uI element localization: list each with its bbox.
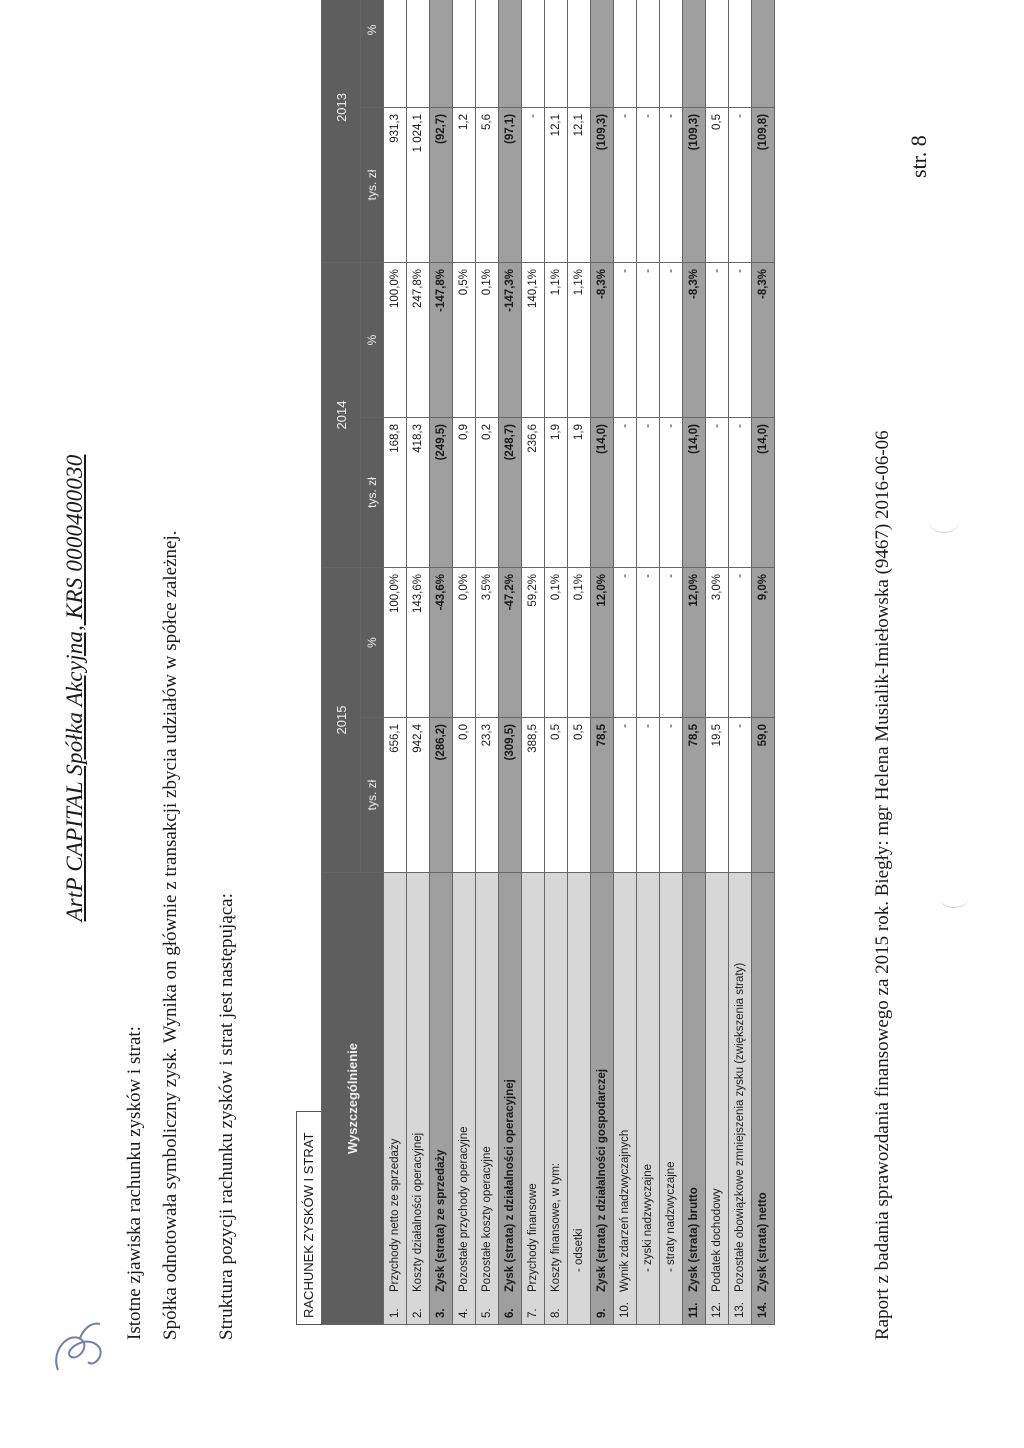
intro-heading: Istotne zjawiska rachunku zysków i strat: [124,1026,145,1340]
pct-header: % [361,567,384,717]
unit-header: tys. zł [361,417,384,567]
row-label-cell [453,873,476,1325]
amount-cell: (109,3) [683,107,706,262]
percent-cell: - [729,262,752,417]
amount-cell: 23,3 [476,718,499,873]
percent-cell: 9,0% [752,567,775,717]
amount-cell: 59,0 [752,718,775,873]
amount-cell: - [660,718,683,873]
row-number: 13. [734,1302,746,1318]
amount-cell: - [729,417,752,567]
amount-cell: (92,7) [430,107,453,262]
percent-cell [637,0,660,107]
percent-cell [384,0,407,107]
amount-cell: - [637,107,660,262]
table-row [522,0,545,1325]
percent-cell [545,0,568,107]
row-label-cell [568,873,591,1325]
table-row [729,0,752,1325]
row-label: - zyski nadzwyczajne [642,1163,654,1272]
amount-cell: - [660,107,683,262]
amount-cell: 656,1 [384,718,407,873]
row-label-cell [499,873,522,1325]
table-row [752,0,775,1325]
row-number: 1. [389,1308,401,1318]
percent-cell: 100,0% [384,567,407,717]
table-row [545,0,568,1325]
percent-cell: - [706,262,729,417]
percent-cell [522,0,545,107]
table-row [453,0,476,1325]
table-row [568,0,591,1325]
percent-cell [614,0,637,107]
percent-cell [729,0,752,107]
year-header-2014: 2014 [322,262,361,567]
percent-cell [499,0,522,107]
amount-cell: (109,8) [752,107,775,262]
row-number: 5. [481,1308,493,1318]
scan-mark [940,889,968,908]
table-row [476,0,499,1325]
intro-summary: Spółka odnotowała symboliczny zysk. Wynika on głównie z transakcji zbycia udziałów w spółce zależnej. [160,530,181,1340]
row-number: 14. [757,1302,769,1318]
pct-header: % [361,262,384,417]
amount-cell: 0,5 [568,718,591,873]
row-label-cell [591,873,614,1325]
percent-cell [752,0,775,107]
percent-cell: 0,1% [476,262,499,417]
table-row [637,0,660,1325]
amount-cell: 0,5 [706,107,729,262]
row-number: 10. [619,1302,631,1318]
percent-cell: -8,3% [752,262,775,417]
percent-cell: -47,2% [499,567,522,717]
row-label: - odsetki [573,1228,585,1272]
row-label: Przychody finansowe [527,1183,539,1292]
percent-cell: - [637,567,660,717]
percent-cell: 0,0% [453,567,476,717]
percent-cell: 247,8% [407,262,430,417]
table-row [683,0,706,1325]
report-footer: Raport z badania sprawozdania finansowego za 2015 rok. Biegły: mgr Helena Musialik-Imiełowska (9467) 2016-06-06 [872,430,893,1340]
intro-structure: Struktura pozycji rachunku zysków i strat jest następująca: [216,893,237,1340]
amount-cell: (97,1) [499,107,522,262]
percent-cell: -8,3% [591,262,614,417]
table-row [706,0,729,1325]
row-label-cell [407,873,430,1325]
table-row [384,0,407,1325]
row-label: Koszty działalności operacyjnej [412,1132,424,1292]
company-header: ArtP CAPITAL Spółka Akcyjna, KRS 0000400030 [62,454,87,922]
amount-cell: 418,3 [407,417,430,567]
row-number: 3. [435,1308,447,1318]
label-column-header: Wyszczególnienie [322,873,384,1325]
percent-cell [568,0,591,107]
year-header-2015: 2015 [322,567,361,872]
percent-cell [407,0,430,107]
percent-cell: 140,1% [522,262,545,417]
percent-cell: 12,0% [591,567,614,717]
row-label: Zysk (strata) netto [757,1192,769,1292]
percent-cell: 1,1% [568,262,591,417]
percent-cell [476,0,499,107]
row-number: 6. [504,1308,516,1318]
row-label-cell [522,873,545,1325]
amount-cell: (309,5) [499,718,522,873]
percent-cell: 143,6% [407,567,430,717]
row-number: 11. [688,1302,700,1318]
amount-cell: 19,5 [706,718,729,873]
row-label-cell [430,873,453,1325]
table-row [660,0,683,1325]
table-row [407,0,430,1325]
row-label-cell [752,873,775,1325]
percent-cell: -147,8% [430,262,453,417]
percent-cell: 59,2% [522,567,545,717]
row-label: Zysk (strata) ze sprzedaży [435,1149,447,1292]
percent-cell: - [637,262,660,417]
row-label: Pozostałe przychody operacyjne [458,1126,470,1292]
amount-cell: 0,0 [453,718,476,873]
amount-cell: - [729,107,752,262]
row-label: Pozostałe koszty operacyjne [481,1146,493,1292]
row-number: 2. [412,1308,424,1318]
percent-cell [660,0,683,107]
row-number: 9. [596,1308,608,1318]
unit-header: tys. zł [361,107,384,262]
percent-cell: - [660,262,683,417]
year-header-2013: 2013 [322,0,361,262]
row-label-cell [614,873,637,1325]
unit-header: tys. zł [361,718,384,873]
percent-cell: 100,0% [384,262,407,417]
scan-mark [930,514,958,533]
amount-cell: - [522,107,545,262]
table-row [591,0,614,1325]
amount-cell: 12,1 [568,107,591,262]
page-number: str. 8 [906,135,931,178]
amount-cell: (14,0) [752,417,775,567]
percent-cell: - [660,567,683,717]
amount-cell: 236,6 [522,417,545,567]
percent-cell: -147,3% [499,262,522,417]
percent-cell: 3,0% [706,567,729,717]
income-statement-table [296,0,775,1325]
amount-cell: - [637,417,660,567]
amount-cell: - [660,417,683,567]
amount-cell: - [614,718,637,873]
amount-cell: (248,7) [499,417,522,567]
percent-cell: 0,5% [453,262,476,417]
amount-cell: 12,1 [545,107,568,262]
amount-cell: 168,8 [384,417,407,567]
percent-cell: 12,0% [683,567,706,717]
percent-cell: -43,6% [430,567,453,717]
row-label-cell [637,873,660,1325]
row-label: Zysk (strata) z działalności operacyjnej [504,1079,516,1292]
row-label: - straty nadzwyczajne [665,1161,677,1272]
amount-cell: 388,5 [522,718,545,873]
amount-cell: 78,5 [683,718,706,873]
row-label: Pozostałe obowiązkowe zmniejszenia zysku (zwiększenia straty) [734,962,746,1292]
row-label-cell [683,873,706,1325]
amount-cell: (14,0) [683,417,706,567]
percent-cell [591,0,614,107]
pct-header: % [361,0,384,107]
amount-cell: - [637,718,660,873]
row-label-cell [545,873,568,1325]
amount-cell: 78,5 [591,718,614,873]
row-label-cell [660,873,683,1325]
row-number: 8. [550,1308,562,1318]
amount-cell: 0,2 [476,417,499,567]
amount-cell: 5,6 [476,107,499,262]
amount-cell: 1 024,1 [407,107,430,262]
amount-cell: (286,2) [430,718,453,873]
row-number: 12. [711,1302,723,1318]
row-label: Przychody netto ze sprzedaży [389,1138,401,1292]
row-label-cell [476,873,499,1325]
percent-cell: -8,3% [683,262,706,417]
percent-cell [453,0,476,107]
amount-cell: (249,5) [430,417,453,567]
row-label-cell [706,873,729,1325]
table-caption: RACHUNEK ZYSKÓW I STRAT [296,1111,321,1325]
row-label: Podatek dochodowy [711,1188,723,1292]
row-number: 7. [527,1308,539,1318]
percent-cell [706,0,729,107]
percent-cell [683,0,706,107]
amount-cell: - [614,107,637,262]
percent-cell: 0,1% [568,567,591,717]
table-body [384,0,775,1325]
amount-cell: (14,0) [591,417,614,567]
amount-cell: 931,3 [384,107,407,262]
amount-cell: 942,4 [407,718,430,873]
table-row [430,0,453,1325]
row-label: Koszty finansowe, w tym: [550,1162,562,1292]
percent-cell: 0,1% [545,567,568,717]
amount-cell: 1,2 [453,107,476,262]
percent-cell: 1,1% [545,262,568,417]
row-label-cell [729,873,752,1325]
amount-cell: (109,3) [591,107,614,262]
row-label: Wynik zdarzeń nadzwyczajnych [619,1129,631,1292]
table-row [499,0,522,1325]
percent-cell: - [614,567,637,717]
amount-cell: - [706,417,729,567]
amount-cell: 0,5 [545,718,568,873]
percent-cell: - [729,567,752,717]
percent-cell [430,0,453,107]
percent-cell: - [614,262,637,417]
amount-cell: 1,9 [545,417,568,567]
table-row [614,0,637,1325]
row-label-cell [384,873,407,1325]
amount-cell: 1,9 [568,417,591,567]
row-number: 4. [458,1308,470,1318]
row-label: Zysk (strata) z działalności gospodarczej [596,1068,608,1292]
amount-cell: - [729,718,752,873]
percent-cell: 3,5% [476,567,499,717]
amount-cell: 0,9 [453,417,476,567]
amount-cell: - [614,417,637,567]
row-label: Zysk (strata) brutto [688,1187,700,1292]
